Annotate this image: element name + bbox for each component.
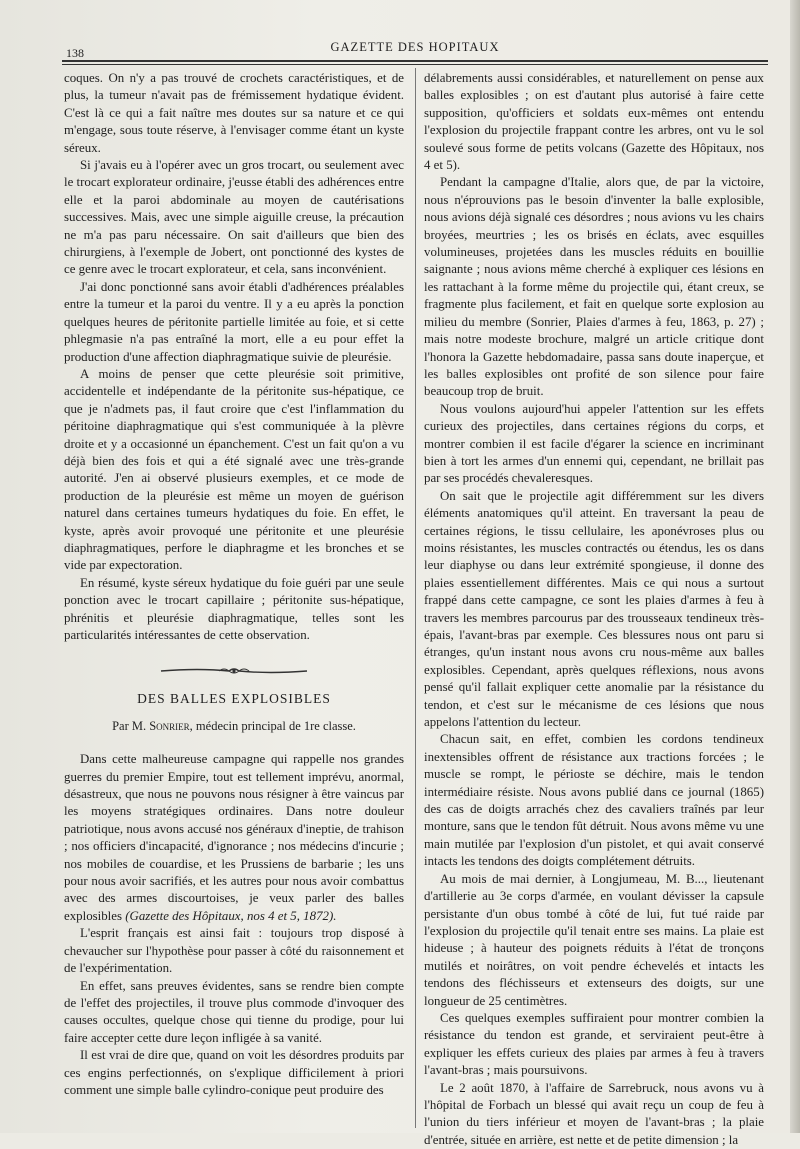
- page-edge: [790, 0, 800, 1133]
- citation: (Gazette des Hôpitaux, nos 4 et 5, 1872).: [125, 908, 337, 923]
- paragraph-text: Dans cette malheureuse campagne qui rappelle nos grandes guerres du premier Empire, tout est tellement imprévu, anormal, désastreux, que nous ne pouvons nous résigner à être vaincus par les moyens stratégiques ordinaires. Dans notre douleur patriotique, nous avons accusé nos généraux d'ineptie, de trahison ; nos officiers d'incapacité, d'ignorance ; nos médecins d'incurie ; nos mobiles de couardise, et les Prussiens de barbarie ; les uns pour nous avoir sacrifiés, et les autres pour nous avoir combattus avec des armes discourtoises, je veux parler des balles explosibles: [64, 752, 404, 923]
- paragraph: Nous voulons aujourd'hui appeler l'attention sur les effets curieux des projectiles, dans certaines régions du corps, et montrer combien il est facile d'égarer la science en incriminant bien à tort les armes d'un ennemi qui, cependant, ne brillait pas par ses procédés chevaleresques.: [424, 401, 764, 486]
- right-column: [424, 70, 764, 1149]
- article-title: DES BALLES EXPLOSIBLES: [137, 691, 331, 707]
- journal-title: GAZETTE DES HOPITAUX: [330, 40, 500, 54]
- page-number: 138: [66, 46, 84, 60]
- paragraph: Il est vrai de dire que, quand on voit les désordres produits par ces engins perfectionnés, on s'explique difficilement à priori comment une simple balle cylindro-conique peut produire des: [64, 1048, 404, 1097]
- section-divider-ornament: [64, 666, 404, 676]
- paragraph: Si j'avais eu à l'opérer avec un gros trocart, ou seulement avec le trocart explorateur ordinaire, j'eusse établi des adhérences entre elle et la paroi abdominale au moyen de cautérisations successives. Mais, avec une simple aiguille creuse, la précaution ne m'a pas paru nécessaire. On sait d'ailleurs que bien des chirurgiens, à l'exemple de Jobert, ont ponctionné des kystes de ce genre avec le trocart explorateur, et cela, sans inconvénient.: [64, 158, 404, 277]
- header-rule-thick: [62, 60, 768, 62]
- paragraph: L'esprit français est ainsi fait : toujours trop disposé à chevaucher sur l'hypothèse pour passer à côté du raisonnement et de l'expérimentation.: [64, 926, 404, 976]
- byline-author: Sonrier: [149, 718, 190, 733]
- paragraph: En effet, sans preuves évidentes, sans se rendre bien compte de l'effet des projectiles, il trouve plus commode d'invoquer des causes occultes, quelque chose qui tienne du prodige, pour lui faire accepter cette dure leçon infligée à sa vanité.: [64, 978, 404, 1045]
- paragraph: En résumé, kyste séreux hydatique du foie guéri par une seule ponction avec le trocart capillaire ; péritonite sus-hépatique, phrénitis et pleurésie diaphragmatique, telles sont les particularités intéressantes de cette observation.: [64, 575, 404, 642]
- byline-suffix: , médecin principal de 1re classe.: [189, 718, 356, 733]
- paragraph: On sait que le projectile agit différemment sur les divers éléments anatomiques qu'il atteint. En traversant la peau de certaines régions, le tissu cellulaire, les aponévroses plus ou moins résistantes, les muscles contractés ou étendus, les os dans leur diaphyse ou dans leur extrémité spongieuse, il donne des plaies essentiellement différentes. Mais ce qui nous a surtout frappé dans cette campagne, ce sont les plaies d'armes à feu à travers les membres parcourus par des trousseaux tendineux très-épais, l'avant-bras par exemple. Ces blessures nous ont paru si étranges, qu'un instant nous avons cru nous-même aux balles explosibles. Cependant, après quelques réflexions, nous avons pensé qu'il fallait expliquer cette anomalie par la résistance du tendon, et c'est sur le mécanisme de ces lésions que nous appelons l'attention du lecteur.: [424, 488, 764, 730]
- paragraph: Chacun sait, en effet, combien les cordons tendineux inextensibles offrent de résistance aux tractions forcées ; le muscle se rompt, le périoste se déchire, mais le tendon intermédiaire résiste. Nous avons publié dans ce journal (1865) des cas de doigts arrachés chez des cavaliers traînés par leur monture, sans que le tendon fût détruit. Nous avons même vu une main mutilée par l'explosion d'un pistolet, et qui avait conservé intacts les tendons des doigts complétement détruits.: [424, 732, 764, 869]
- byline-prefix: Par M.: [112, 718, 150, 733]
- paragraph: Le 2 août 1870, à l'affaire de Sarrebruck, nous avons vu à l'hôpital de Forbach un blessé qui avait reçu un coup de feu à l'union du tiers inférieur et moyen de l'avant-bras ; la plaie d'entrée, située en arrière, est nette et de petite dimension ; la: [424, 1080, 764, 1147]
- paragraph: Pendant la campagne d'Italie, alors que, de par la victoire, nous n'éprouvions pas le besoin d'inventer la balle explosible, nous avions déjà signalé ces désordres ; nous avions vu les chairs broyées, meurtries ; les os brisés en éclats, avec esquilles volumineuses, projetées dans les muscles réduits en bouillie saignante ; nous avions même cherché à expliquer ces lésions en les rattachant à la forme même du projectile qui, étant creux, se fragmente plus facilement, et fait en quelque sorte explosion au milieu du membre (Sonrier, Plaies d'armes à feu, 1863, p. 27) ; mais notre modeste brochure, malgré un article critique dont l'honora la Gazette hebdomadaire, passa sans doute inaperçue, et les balles explosibles ont profité de son silence pour faire beaucoup trop de bruit.: [424, 175, 764, 399]
- left-column: [64, 70, 404, 1099]
- paragraph: A moins de penser que cette pleurésie soit primitive, accidentelle et indépendante de la péritonite sus-hépatique, ce que je n'admets pas, il faut croire que c'est l'inflammation du péritoine diaphragmatique qui s'est communiquée à la plèvre droite et y a occasionné un épanchement. C'est un fait qu'on a vu déjà bien des fois et qui a été signalé avec une très-grande autorité. J'en ai observé plusieurs exemples, et ce mode de production de la pleurésie est même un moyen de guérison naturel dans certaines tumeurs hydatiques du foie. En effet, le kyste, après avoir provoqué une péritonite et une pleurésie diaphragmatiques, perfore le diaphragme et les bronches et se vide par expectoration.: [64, 366, 404, 573]
- article-byline: [64, 718, 404, 735]
- paragraph: [64, 751, 404, 925]
- paragraph: coques. On n'y a pas trouvé de crochets caractéristiques, et de plus, la tumeur n'avait pas de frémissement hydatique évident. C'est là ce qui a fait naître mes doutes sur sa nature et ce qui m'engage, sous toute réserve, à l'envisager comme étant un kyste séreux.: [64, 71, 404, 155]
- header-rule-thin: [62, 64, 768, 65]
- page-header: [62, 40, 768, 62]
- paragraph: Ces quelques exemples suffiraient pour montrer combien la résistance du tendon est grande, et serviraient peut-être à expliquer les effets curieux des plaies par armes à feu à travers l'avant-bras ; mais poursuivons.: [424, 1010, 764, 1078]
- ornament-icon: [159, 666, 309, 676]
- column-divider: [415, 68, 416, 1128]
- paragraph: J'ai donc ponctionné sans avoir établi d'adhérences préalables entre la tumeur et la paroi du ventre. Il y a eu après la ponction quelques heures de péritonite partielle limitée au foie, et si cette phlegmasie n'a pas entraîné la mort, elle a eu pour effet la production d'une affection diaphragmatique suivie de pleurésie.: [64, 279, 404, 364]
- paragraph: délabrements aussi considérables, et naturellement on pense aux balles explosibles ; on est d'autant plus autorisé à faire cette supposition, qu'officiers et soldats eux-mêmes ont entendu l'explosion du projectile frappant contre les arbres, ont vu le sol soulevé sous forme de petits volcans (Gazette des Hôpitaux, nos 4 et 5).: [424, 71, 764, 173]
- paragraph: Au mois de mai dernier, à Longjumeau, M. B..., lieutenant d'artillerie au 3e corps d'armée, en voulant dévisser la capsule persistante d'un obus tombé à côté de lui, fut tué raide par l'explosion du projectile qu'il tenait entre ses mains. La plaie est hideuse ; à hauteur des poignets réduits à l'état de tronçons mutilés et noirâtres, on voit pendre échevelés et intacts les tendons des fléchisseurs et extenseurs des doigts, sur une longueur de 25 centimètres.: [424, 871, 764, 1008]
